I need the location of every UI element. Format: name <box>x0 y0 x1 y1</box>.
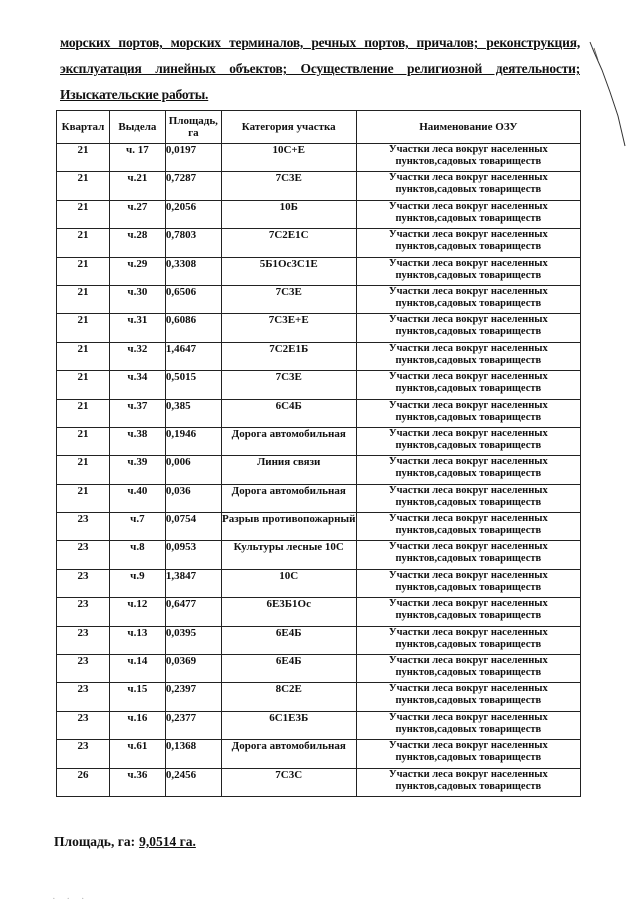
cell-kvartal: 21 <box>57 229 110 257</box>
cell-vydela: ч.39 <box>109 456 165 484</box>
table-row <box>57 172 581 200</box>
cell-vydela: ч.31 <box>109 314 165 342</box>
table-row <box>57 513 581 541</box>
cell-category: 10С <box>221 569 356 597</box>
cell-vydela: ч.37 <box>109 399 165 427</box>
cell-area: 0,2056 <box>165 200 221 228</box>
cell-kvartal: 21 <box>57 285 110 313</box>
cell-category: 10С+Е <box>221 144 356 172</box>
cell-ozu-name: Участки леса вокруг населенных пунктов,садовых товариществ <box>356 626 580 654</box>
cell-kvartal: 23 <box>57 569 110 597</box>
cell-vydela: ч.15 <box>109 683 165 711</box>
cell-kvartal: 23 <box>57 740 110 768</box>
cell-ozu-name: Участки леса вокруг населенных пунктов,садовых товариществ <box>356 711 580 739</box>
ozu-table <box>56 110 581 797</box>
cell-vydela: ч.8 <box>109 541 165 569</box>
margin-pen-stroke <box>588 40 628 150</box>
cell-vydela: ч.34 <box>109 371 165 399</box>
cell-vydela: ч.21 <box>109 172 165 200</box>
header-category: Категория участка <box>221 111 356 144</box>
cell-category: Культуры лесные 10С <box>221 541 356 569</box>
cell-kvartal: 21 <box>57 484 110 512</box>
cell-area: 0,6477 <box>165 598 221 626</box>
cell-vydela: ч.32 <box>109 342 165 370</box>
cell-ozu-name: Участки леса вокруг населенных пунктов,садовых товариществ <box>356 456 580 484</box>
cell-vydela: ч.29 <box>109 257 165 285</box>
cell-area: 1,4647 <box>165 342 221 370</box>
table-row <box>57 711 581 739</box>
cell-kvartal: 21 <box>57 427 110 455</box>
cell-category: 8С2Е <box>221 683 356 711</box>
cell-category: Дорога автомобильная <box>221 427 356 455</box>
cell-category: 6Е3Б1Ос <box>221 598 356 626</box>
cell-category: 6С1Е3Б <box>221 711 356 739</box>
cell-area: 0,0197 <box>165 144 221 172</box>
header-ozu-name: Наименование ОЗУ <box>356 111 580 144</box>
cell-kvartal: 21 <box>57 456 110 484</box>
intro-line-2: эксплуатация линейных объектов; Осуществление религиозной деятельности; <box>60 61 580 76</box>
cell-area: 0,5015 <box>165 371 221 399</box>
cell-area: 1,3847 <box>165 569 221 597</box>
table-row <box>57 342 581 370</box>
cell-ozu-name: Участки леса вокруг населенных пунктов,садовых товариществ <box>356 342 580 370</box>
intro-line-1: морских портов, морских терминалов, речных портов, причалов; реконструкция, <box>60 35 580 50</box>
table-row <box>57 285 581 313</box>
total-area-value: 9,0514 га. <box>139 834 196 849</box>
table-row <box>57 655 581 683</box>
cell-kvartal: 23 <box>57 598 110 626</box>
cell-area: 0,2377 <box>165 711 221 739</box>
cell-category: 6Е4Б <box>221 626 356 654</box>
cell-ozu-name: Участки леса вокруг населенных пунктов,садовых товариществ <box>356 371 580 399</box>
cell-category: 6С4Б <box>221 399 356 427</box>
cell-area: 0,0369 <box>165 655 221 683</box>
cell-vydela: ч.9 <box>109 569 165 597</box>
cell-kvartal: 21 <box>57 342 110 370</box>
cell-area: 0,006 <box>165 456 221 484</box>
cell-kvartal: 23 <box>57 513 110 541</box>
cell-ozu-name: Участки леса вокруг населенных пунктов,садовых товариществ <box>356 484 580 512</box>
header-area: Площадь, га <box>165 111 221 144</box>
intro-paragraph <box>60 30 580 108</box>
cell-kvartal: 23 <box>57 683 110 711</box>
table-row <box>57 683 581 711</box>
cell-ozu-name: Участки леса вокруг населенных пунктов,садовых товариществ <box>356 541 580 569</box>
cell-category: 6Е4Б <box>221 655 356 683</box>
cell-ozu-name: Участки леса вокруг населенных пунктов,садовых товариществ <box>356 740 580 768</box>
cell-vydela: ч.14 <box>109 655 165 683</box>
cell-kvartal: 23 <box>57 711 110 739</box>
cell-vydela: ч.16 <box>109 711 165 739</box>
cell-ozu-name: Участки леса вокруг населенных пунктов,садовых товариществ <box>356 229 580 257</box>
cell-area: 0,7287 <box>165 172 221 200</box>
cell-category: 10Б <box>221 200 356 228</box>
table-row <box>57 427 581 455</box>
cell-vydela: ч. 17 <box>109 144 165 172</box>
cell-area: 0,385 <box>165 399 221 427</box>
cell-ozu-name: Участки леса вокруг населенных пунктов,садовых товариществ <box>356 399 580 427</box>
cell-kvartal: 21 <box>57 200 110 228</box>
cell-category: 5Б1Ос3С1Е <box>221 257 356 285</box>
table-row <box>57 626 581 654</box>
table-row <box>57 484 581 512</box>
cell-ozu-name: Участки леса вокруг населенных пунктов,садовых товариществ <box>356 285 580 313</box>
cell-vydela: ч.30 <box>109 285 165 313</box>
cell-category: Линия связи <box>221 456 356 484</box>
cell-area: 0,0395 <box>165 626 221 654</box>
cell-ozu-name: Участки леса вокруг населенных пунктов,садовых товариществ <box>356 598 580 626</box>
cell-area: 0,0754 <box>165 513 221 541</box>
cell-category: 7С3Е <box>221 371 356 399</box>
scan-artifact: · · · <box>52 893 89 905</box>
cell-vydela: ч.28 <box>109 229 165 257</box>
cell-vydela: ч.40 <box>109 484 165 512</box>
cell-vydela: ч.38 <box>109 427 165 455</box>
table-row <box>57 768 581 796</box>
cell-category: Дорога автомобильная <box>221 484 356 512</box>
total-area <box>54 834 196 850</box>
cell-kvartal: 23 <box>57 655 110 683</box>
cell-ozu-name: Участки леса вокруг населенных пунктов,садовых товариществ <box>356 683 580 711</box>
cell-ozu-name: Участки леса вокруг населенных пунктов,садовых товариществ <box>356 427 580 455</box>
cell-area: 0,0953 <box>165 541 221 569</box>
cell-category: 7С3Е <box>221 285 356 313</box>
table-row <box>57 541 581 569</box>
table-row <box>57 456 581 484</box>
cell-kvartal: 21 <box>57 144 110 172</box>
table-row <box>57 740 581 768</box>
cell-category: 7С3С <box>221 768 356 796</box>
cell-category: Разрыв противопожарный <box>221 513 356 541</box>
cell-category: 7С2Е1Б <box>221 342 356 370</box>
cell-category: 7С3Е+Е <box>221 314 356 342</box>
cell-area: 0,3308 <box>165 257 221 285</box>
cell-ozu-name: Участки леса вокруг населенных пунктов,садовых товариществ <box>356 569 580 597</box>
cell-kvartal: 21 <box>57 172 110 200</box>
cell-area: 0,1368 <box>165 740 221 768</box>
cell-ozu-name: Участки леса вокруг населенных пунктов,садовых товариществ <box>356 144 580 172</box>
cell-kvartal: 23 <box>57 541 110 569</box>
cell-vydela: ч.61 <box>109 740 165 768</box>
header-vydela: Выдела <box>109 111 165 144</box>
cell-area: 0,036 <box>165 484 221 512</box>
cell-category: 7С3Е <box>221 172 356 200</box>
cell-kvartal: 21 <box>57 371 110 399</box>
cell-area: 0,6506 <box>165 285 221 313</box>
cell-vydela: ч.36 <box>109 768 165 796</box>
table-row <box>57 200 581 228</box>
total-area-label: Площадь, га: <box>54 834 136 849</box>
cell-area: 0,1946 <box>165 427 221 455</box>
table-row <box>57 598 581 626</box>
cell-ozu-name: Участки леса вокруг населенных пунктов,садовых товариществ <box>356 200 580 228</box>
cell-area: 0,2456 <box>165 768 221 796</box>
header-kvartal: Квартал <box>57 111 110 144</box>
cell-ozu-name: Участки леса вокруг населенных пунктов,садовых товариществ <box>356 257 580 285</box>
table-row <box>57 399 581 427</box>
cell-kvartal: 21 <box>57 257 110 285</box>
table-row <box>57 371 581 399</box>
cell-vydela: ч.27 <box>109 200 165 228</box>
cell-ozu-name: Участки леса вокруг населенных пунктов,садовых товариществ <box>356 314 580 342</box>
cell-vydela: ч.13 <box>109 626 165 654</box>
cell-category: Дорога автомобильная <box>221 740 356 768</box>
cell-kvartal: 26 <box>57 768 110 796</box>
cell-ozu-name: Участки леса вокруг населенных пунктов,садовых товариществ <box>356 172 580 200</box>
table-row <box>57 229 581 257</box>
cell-area: 0,2397 <box>165 683 221 711</box>
table-row <box>57 257 581 285</box>
cell-area: 0,7803 <box>165 229 221 257</box>
cell-kvartal: 23 <box>57 626 110 654</box>
cell-vydela: ч.7 <box>109 513 165 541</box>
cell-ozu-name: Участки леса вокруг населенных пунктов,садовых товариществ <box>356 513 580 541</box>
intro-line-3: Изыскательские работы. <box>60 87 209 102</box>
cell-kvartal: 21 <box>57 399 110 427</box>
cell-area: 0,6086 <box>165 314 221 342</box>
cell-category: 7С2Е1С <box>221 229 356 257</box>
cell-vydela: ч.12 <box>109 598 165 626</box>
table-row <box>57 144 581 172</box>
table-header-row <box>57 111 581 144</box>
cell-kvartal: 21 <box>57 314 110 342</box>
table-row <box>57 569 581 597</box>
cell-ozu-name: Участки леса вокруг населенных пунктов,садовых товариществ <box>356 655 580 683</box>
table-row <box>57 314 581 342</box>
cell-ozu-name: Участки леса вокруг населенных пунктов,садовых товариществ <box>356 768 580 796</box>
